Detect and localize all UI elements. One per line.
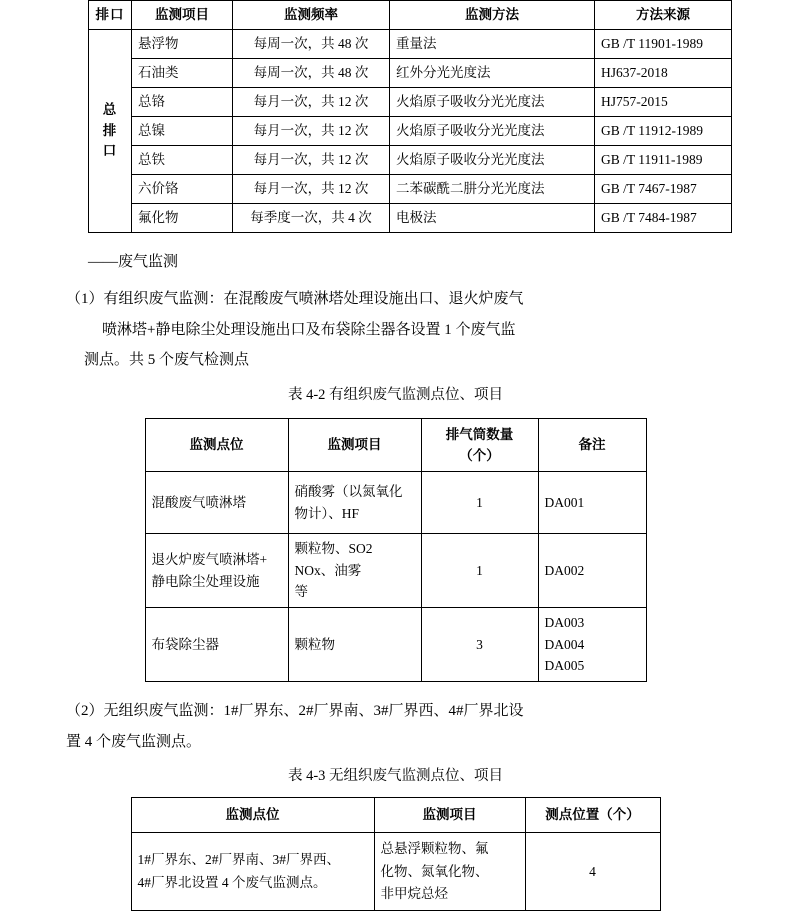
cell-source: GB /T 11912-1989 bbox=[595, 117, 732, 146]
outlet-label-char-3: 口 bbox=[102, 143, 118, 159]
cell-source: GB /T 7484-1987 bbox=[595, 204, 732, 233]
cell-item: 氟化物 bbox=[132, 204, 233, 233]
table-unorganized-waste-gas-points bbox=[131, 797, 661, 911]
cell-item bbox=[288, 472, 421, 534]
cell-method: 二苯碳酰二肼分光光度法 bbox=[390, 175, 595, 204]
table-row bbox=[89, 59, 732, 88]
column-header-stack-count bbox=[421, 419, 538, 472]
paragraph-line-2: 喷淋塔+静电除尘处理设施出口及布袋除尘器各设置 1 个废气监 bbox=[102, 321, 516, 338]
cell-site-line2: 静电除尘处理设施 bbox=[151, 573, 260, 589]
column-header-method: 监测方法 bbox=[390, 1, 595, 30]
cell-site bbox=[131, 833, 374, 911]
cell-item-line2: 物计）、HF bbox=[294, 505, 360, 521]
cell-item bbox=[288, 534, 421, 608]
cell-site: 混酸废气喷淋塔 bbox=[145, 472, 288, 534]
cell-stack-count: 1 bbox=[421, 534, 538, 608]
cell-frequency: 每季度一次，共 4 次 bbox=[233, 204, 390, 233]
cell-site-line2: 4#厂界北设置 4 个废气监测点。 bbox=[137, 874, 327, 890]
paragraph-organized-waste-gas bbox=[66, 284, 716, 376]
paragraph-line-3: 测点。共 5 个废气检测点 bbox=[84, 352, 250, 369]
table-row bbox=[89, 204, 732, 233]
cell-method: 火焰原子吸收分光光度法 bbox=[390, 117, 595, 146]
table-row bbox=[89, 146, 732, 175]
paragraph-unorganized-waste-gas bbox=[66, 696, 726, 758]
cell-item bbox=[374, 833, 525, 911]
column-header-stack-count-line1: 排气筒数量 bbox=[445, 426, 514, 442]
table-row bbox=[89, 117, 732, 146]
paragraph-line-1: （2）无组织废气监测：1#厂界东、2#厂界南、3#厂界西、4#厂界北设 bbox=[66, 702, 524, 719]
cell-remark-line1: DA003 bbox=[544, 615, 585, 631]
cell-remark-line2: DA004 bbox=[544, 636, 585, 652]
cell-site-line1: 1#厂界东、2#厂界南、3#厂界西、 bbox=[137, 852, 340, 868]
cell-method: 火焰原子吸收分光光度法 bbox=[390, 146, 595, 175]
cell-item: 悬浮物 bbox=[132, 30, 233, 59]
cell-item-line3: 非甲烷总烃 bbox=[380, 886, 448, 902]
table-discharge-outlet-monitoring bbox=[88, 0, 732, 233]
table-row bbox=[89, 175, 732, 204]
table-row bbox=[145, 534, 646, 608]
cell-frequency: 每月一次，共 12 次 bbox=[233, 117, 390, 146]
cell-remark: DA001 bbox=[538, 472, 646, 534]
table-row bbox=[89, 88, 732, 117]
caption-table-4-2: 表 4-2 有组织废气监测点位、项目 bbox=[287, 387, 504, 403]
cell-source: GB /T 7467-1987 bbox=[595, 175, 732, 204]
cell-point-count: 4 bbox=[525, 833, 660, 911]
table-header-row bbox=[89, 1, 732, 30]
column-header-remark: 备注 bbox=[538, 419, 646, 472]
column-header-source: 方法来源 bbox=[595, 1, 732, 30]
cell-site bbox=[145, 534, 288, 608]
column-header-item: 监测项目 bbox=[132, 1, 233, 30]
cell-item: 六价铬 bbox=[132, 175, 233, 204]
cell-remark-line3: DA005 bbox=[544, 658, 585, 674]
section-heading-waste-gas: ——废气监测 bbox=[88, 254, 179, 270]
cell-stack-count: 1 bbox=[421, 472, 538, 534]
cell-outlet-label bbox=[89, 30, 132, 233]
cell-remark: DA002 bbox=[538, 534, 646, 608]
table-row bbox=[89, 30, 732, 59]
cell-frequency: 每周一次，共 48 次 bbox=[233, 30, 390, 59]
cell-site: 布袋除尘器 bbox=[145, 608, 288, 682]
cell-item: 总铁 bbox=[132, 146, 233, 175]
cell-item: 总镍 bbox=[132, 117, 233, 146]
cell-remark bbox=[538, 608, 646, 682]
column-header-site: 监测点位 bbox=[131, 798, 374, 833]
cell-item-line1: 硝酸雾（以氮氧化 bbox=[294, 484, 403, 499]
cell-method: 红外分光光度法 bbox=[390, 59, 595, 88]
cell-source: HJ637-2018 bbox=[595, 59, 732, 88]
column-header-site: 监测点位 bbox=[145, 419, 288, 472]
cell-item-line2: 化物、氮氧化物、 bbox=[380, 863, 489, 879]
column-header-stack-count-line2: （个） bbox=[459, 448, 500, 464]
column-header-outlet: 排口 bbox=[89, 1, 132, 30]
outlet-label-char-2: 排 bbox=[102, 122, 118, 138]
column-header-item: 监测项目 bbox=[374, 798, 525, 833]
cell-method: 电极法 bbox=[390, 204, 595, 233]
column-header-frequency: 监测频率 bbox=[233, 1, 390, 30]
cell-stack-count: 3 bbox=[421, 608, 538, 682]
cell-frequency: 每月一次，共 12 次 bbox=[233, 88, 390, 117]
cell-item-line3: 等 bbox=[294, 584, 308, 600]
column-header-point-count: 测点位置（个） bbox=[525, 798, 660, 833]
cell-method: 火焰原子吸收分光光度法 bbox=[390, 88, 595, 117]
cell-frequency: 每月一次，共 12 次 bbox=[233, 146, 390, 175]
cell-item-line2: NOx、油雾 bbox=[294, 562, 362, 578]
cell-site-line1: 退火炉废气喷淋塔+ bbox=[151, 552, 268, 567]
table-row bbox=[145, 472, 646, 534]
table-row bbox=[145, 608, 646, 682]
outlet-label-char-1: 总 bbox=[102, 101, 118, 117]
table-organized-waste-gas-points bbox=[145, 418, 647, 682]
cell-frequency: 每月一次，共 12 次 bbox=[233, 175, 390, 204]
cell-item-line1: 总悬浮颗粒物、氟 bbox=[380, 840, 489, 856]
cell-item: 石油类 bbox=[132, 59, 233, 88]
cell-source: GB /T 11901-1989 bbox=[595, 30, 732, 59]
table-header-row bbox=[145, 419, 646, 472]
cell-item: 总铬 bbox=[132, 88, 233, 117]
cell-frequency: 每周一次，共 48 次 bbox=[233, 59, 390, 88]
cell-source: GB /T 11911-1989 bbox=[595, 146, 732, 175]
cell-item-line1: 颗粒物、SO2 bbox=[294, 541, 373, 557]
paragraph-line-1: （1）有组织废气监测：在混酸废气喷淋塔处理设施出口、退火炉废气 bbox=[66, 290, 524, 307]
cell-source: HJ757-2015 bbox=[595, 88, 732, 117]
cell-item: 颗粒物 bbox=[288, 608, 421, 682]
cell-method: 重量法 bbox=[390, 30, 595, 59]
table-row bbox=[131, 833, 660, 911]
table-header-row bbox=[131, 798, 660, 833]
column-header-item: 监测项目 bbox=[288, 419, 421, 472]
caption-table-4-3: 表 4-3 无组织废气监测点位、项目 bbox=[287, 768, 504, 785]
paragraph-line-2: 置 4 个废气监测点。 bbox=[66, 733, 202, 750]
